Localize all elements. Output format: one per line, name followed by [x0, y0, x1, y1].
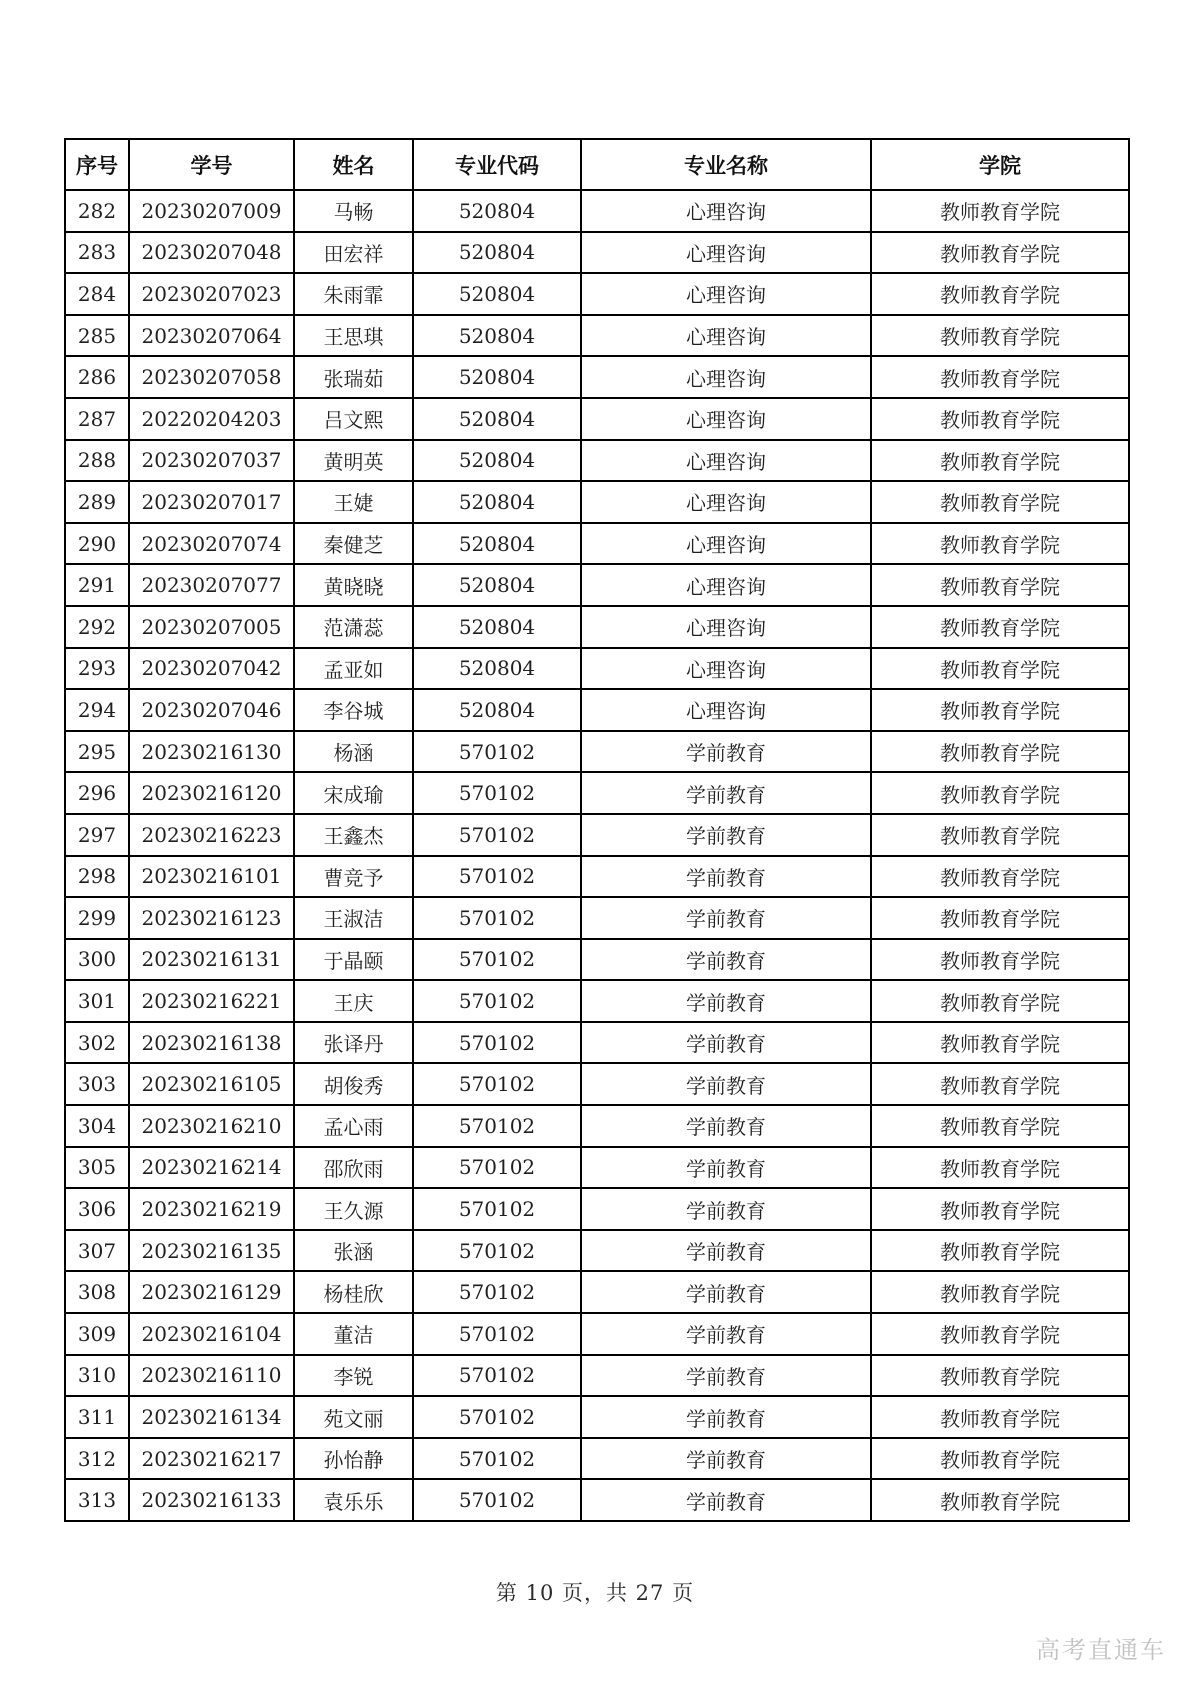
- cell-college: 教师教育学院: [871, 814, 1129, 856]
- table-row: [65, 1105, 1129, 1147]
- table-row: [65, 1188, 1129, 1230]
- cell-name: 孟心雨: [294, 1105, 413, 1147]
- cell-student-id: 20230216138: [129, 1022, 294, 1064]
- cell-major-code: 520804: [413, 315, 581, 357]
- cell-index: 301: [65, 980, 129, 1022]
- cell-major-code: 570102: [413, 1271, 581, 1313]
- cell-college: 教师教育学院: [871, 648, 1129, 690]
- table-row: [65, 1022, 1129, 1064]
- cell-name: 王思琪: [294, 315, 413, 357]
- cell-major-code: 570102: [413, 1147, 581, 1189]
- cell-major-name: 学前教育: [581, 1313, 871, 1355]
- cell-student-id: 20230216134: [129, 1396, 294, 1438]
- cell-student-id: 20230216101: [129, 856, 294, 898]
- cell-college: 教师教育学院: [871, 356, 1129, 398]
- cell-index: 283: [65, 232, 129, 274]
- cell-major-code: 570102: [413, 1396, 581, 1438]
- cell-major-name: 学前教育: [581, 1188, 871, 1230]
- table-row: [65, 1438, 1129, 1480]
- cell-major-code: 570102: [413, 856, 581, 898]
- cell-index: 285: [65, 315, 129, 357]
- cell-index: 307: [65, 1230, 129, 1272]
- cell-name: 朱雨霏: [294, 273, 413, 315]
- cell-index: 310: [65, 1355, 129, 1397]
- cell-major-name: 学前教育: [581, 939, 871, 981]
- cell-index: 295: [65, 731, 129, 773]
- table-row: [65, 1063, 1129, 1105]
- column-header-student-id: 学号: [129, 139, 294, 190]
- cell-major-code: 570102: [413, 1355, 581, 1397]
- cell-index: 291: [65, 564, 129, 606]
- cell-index: 313: [65, 1479, 129, 1521]
- table-row: [65, 315, 1129, 357]
- cell-student-id: 20230207017: [129, 481, 294, 523]
- cell-major-code: 570102: [413, 1105, 581, 1147]
- cell-student-id: 20230216120: [129, 772, 294, 814]
- cell-index: 298: [65, 856, 129, 898]
- cell-index: 289: [65, 481, 129, 523]
- cell-major-code: 520804: [413, 440, 581, 482]
- cell-major-name: 学前教育: [581, 814, 871, 856]
- cell-college: 教师教育学院: [871, 1022, 1129, 1064]
- cell-student-id: 20230207064: [129, 315, 294, 357]
- cell-index: 287: [65, 398, 129, 440]
- cell-student-id: 20230207046: [129, 689, 294, 731]
- cell-name: 袁乐乐: [294, 1479, 413, 1521]
- cell-major-name: 学前教育: [581, 1022, 871, 1064]
- column-header-major-name: 专业名称: [581, 139, 871, 190]
- table-row: [65, 772, 1129, 814]
- cell-major-code: 570102: [413, 772, 581, 814]
- cell-name: 黄明英: [294, 440, 413, 482]
- cell-major-code: 520804: [413, 232, 581, 274]
- cell-name: 杨涵: [294, 731, 413, 773]
- cell-major-name: 心理咨询: [581, 648, 871, 690]
- cell-major-code: 570102: [413, 939, 581, 981]
- cell-college: 教师教育学院: [871, 273, 1129, 315]
- table-row: [65, 356, 1129, 398]
- cell-major-code: 520804: [413, 356, 581, 398]
- cell-index: 296: [65, 772, 129, 814]
- cell-college: 教师教育学院: [871, 398, 1129, 440]
- cell-index: 309: [65, 1313, 129, 1355]
- header-row: [65, 139, 1129, 190]
- cell-index: 286: [65, 356, 129, 398]
- cell-major-name: 学前教育: [581, 897, 871, 939]
- cell-name: 苑文丽: [294, 1396, 413, 1438]
- cell-name: 王庆: [294, 980, 413, 1022]
- cell-index: 302: [65, 1022, 129, 1064]
- cell-college: 教师教育学院: [871, 523, 1129, 565]
- table-row: [65, 731, 1129, 773]
- cell-name: 王淑洁: [294, 897, 413, 939]
- cell-student-id: 20230207042: [129, 648, 294, 690]
- table-row: [65, 980, 1129, 1022]
- cell-major-name: 学前教育: [581, 1396, 871, 1438]
- cell-college: 教师教育学院: [871, 980, 1129, 1022]
- table-row: [65, 190, 1129, 232]
- cell-major-code: 570102: [413, 1230, 581, 1272]
- cell-college: 教师教育学院: [871, 606, 1129, 648]
- cell-college: 教师教育学院: [871, 689, 1129, 731]
- cell-student-id: 20230216133: [129, 1479, 294, 1521]
- cell-major-name: 心理咨询: [581, 689, 871, 731]
- cell-major-code: 570102: [413, 814, 581, 856]
- cell-student-id: 20230216105: [129, 1063, 294, 1105]
- cell-student-id: 20230207074: [129, 523, 294, 565]
- cell-major-name: 学前教育: [581, 772, 871, 814]
- cell-college: 教师教育学院: [871, 1188, 1129, 1230]
- cell-college: 教师教育学院: [871, 481, 1129, 523]
- cell-name: 黄晓晓: [294, 564, 413, 606]
- cell-index: 290: [65, 523, 129, 565]
- cell-name: 张瑞茹: [294, 356, 413, 398]
- cell-student-id: 20230207005: [129, 606, 294, 648]
- cell-name: 王婕: [294, 481, 413, 523]
- cell-index: 303: [65, 1063, 129, 1105]
- cell-name: 王鑫杰: [294, 814, 413, 856]
- cell-student-id: 20230216129: [129, 1271, 294, 1313]
- cell-major-name: 心理咨询: [581, 273, 871, 315]
- column-header-major-code: 专业代码: [413, 139, 581, 190]
- cell-major-name: 学前教育: [581, 1438, 871, 1480]
- table-row: [65, 689, 1129, 731]
- cell-major-code: 520804: [413, 564, 581, 606]
- cell-name: 秦健芝: [294, 523, 413, 565]
- cell-major-name: 学前教育: [581, 1105, 871, 1147]
- cell-major-code: 570102: [413, 1313, 581, 1355]
- cell-index: 282: [65, 190, 129, 232]
- watermark-text: 高考直通车: [1036, 1636, 1166, 1664]
- cell-name: 李锐: [294, 1355, 413, 1397]
- cell-name: 田宏祥: [294, 232, 413, 274]
- cell-major-name: 学前教育: [581, 980, 871, 1022]
- cell-student-id: 20230216104: [129, 1313, 294, 1355]
- cell-name: 董洁: [294, 1313, 413, 1355]
- cell-name: 宋成瑜: [294, 772, 413, 814]
- cell-index: 308: [65, 1271, 129, 1313]
- cell-major-name: 学前教育: [581, 1230, 871, 1272]
- cell-student-id: 20230207037: [129, 440, 294, 482]
- table-row: [65, 523, 1129, 565]
- cell-student-id: 20230216219: [129, 1188, 294, 1230]
- cell-college: 教师教育学院: [871, 1438, 1129, 1480]
- page-indicator: 第 10 页，共 27 页: [495, 1581, 695, 1605]
- table-body: [65, 190, 1129, 1521]
- cell-index: 288: [65, 440, 129, 482]
- cell-index: 306: [65, 1188, 129, 1230]
- cell-name: 杨桂欣: [294, 1271, 413, 1313]
- cell-college: 教师教育学院: [871, 1313, 1129, 1355]
- cell-major-code: 570102: [413, 897, 581, 939]
- table-row: [65, 564, 1129, 606]
- column-header-college: 学院: [871, 139, 1129, 190]
- cell-name: 张译丹: [294, 1022, 413, 1064]
- cell-major-code: 520804: [413, 689, 581, 731]
- cell-student-id: 20230216131: [129, 939, 294, 981]
- table-row: [65, 814, 1129, 856]
- cell-student-id: 20230207009: [129, 190, 294, 232]
- cell-student-id: 20230216217: [129, 1438, 294, 1480]
- table-header: [65, 139, 1129, 190]
- column-header-name: 姓名: [294, 139, 413, 190]
- cell-major-name: 学前教育: [581, 1063, 871, 1105]
- cell-major-name: 心理咨询: [581, 398, 871, 440]
- cell-college: 教师教育学院: [871, 315, 1129, 357]
- column-header-index: 序号: [65, 139, 129, 190]
- cell-name: 于晶颐: [294, 939, 413, 981]
- table-row: [65, 939, 1129, 981]
- cell-major-code: 520804: [413, 523, 581, 565]
- cell-student-id: 20230216221: [129, 980, 294, 1022]
- cell-student-id: 20230207048: [129, 232, 294, 274]
- table-row: [65, 398, 1129, 440]
- cell-student-id: 20230216130: [129, 731, 294, 773]
- cell-major-code: 570102: [413, 1438, 581, 1480]
- cell-college: 教师教育学院: [871, 232, 1129, 274]
- cell-index: 284: [65, 273, 129, 315]
- cell-name: 吕文熙: [294, 398, 413, 440]
- cell-major-name: 心理咨询: [581, 606, 871, 648]
- cell-name: 范潇蕊: [294, 606, 413, 648]
- table-row: [65, 481, 1129, 523]
- table-row: [65, 273, 1129, 315]
- cell-name: 邵欣雨: [294, 1147, 413, 1189]
- cell-major-name: 心理咨询: [581, 481, 871, 523]
- cell-student-id: 20220204203: [129, 398, 294, 440]
- cell-major-name: 心理咨询: [581, 440, 871, 482]
- table-row: [65, 648, 1129, 690]
- cell-college: 教师教育学院: [871, 1230, 1129, 1272]
- cell-college: 教师教育学院: [871, 1105, 1129, 1147]
- student-roster-table: [64, 138, 1130, 1522]
- cell-major-name: 学前教育: [581, 1147, 871, 1189]
- cell-college: 教师教育学院: [871, 939, 1129, 981]
- table-row: [65, 1230, 1129, 1272]
- cell-major-code: 570102: [413, 1022, 581, 1064]
- table-row: [65, 1271, 1129, 1313]
- table-row: [65, 1355, 1129, 1397]
- cell-name: 王久源: [294, 1188, 413, 1230]
- cell-major-name: 学前教育: [581, 1271, 871, 1313]
- cell-major-code: 570102: [413, 1063, 581, 1105]
- cell-student-id: 20230207058: [129, 356, 294, 398]
- cell-college: 教师教育学院: [871, 1479, 1129, 1521]
- cell-name: 孙怡静: [294, 1438, 413, 1480]
- cell-major-code: 570102: [413, 1479, 581, 1521]
- cell-major-name: 学前教育: [581, 1479, 871, 1521]
- cell-major-code: 520804: [413, 606, 581, 648]
- cell-index: 297: [65, 814, 129, 856]
- cell-college: 教师教育学院: [871, 897, 1129, 939]
- cell-major-name: 心理咨询: [581, 232, 871, 274]
- cell-major-code: 520804: [413, 398, 581, 440]
- cell-major-name: 心理咨询: [581, 564, 871, 606]
- cell-index: 312: [65, 1438, 129, 1480]
- cell-college: 教师教育学院: [871, 1396, 1129, 1438]
- cell-college: 教师教育学院: [871, 1271, 1129, 1313]
- cell-college: 教师教育学院: [871, 731, 1129, 773]
- cell-college: 教师教育学院: [871, 190, 1129, 232]
- cell-student-id: 20230216110: [129, 1355, 294, 1397]
- cell-name: 李谷城: [294, 689, 413, 731]
- cell-major-code: 570102: [413, 1188, 581, 1230]
- cell-major-name: 心理咨询: [581, 523, 871, 565]
- cell-major-name: 心理咨询: [581, 190, 871, 232]
- cell-name: 曹竞予: [294, 856, 413, 898]
- cell-index: 294: [65, 689, 129, 731]
- cell-major-name: 心理咨询: [581, 315, 871, 357]
- cell-major-code: 520804: [413, 190, 581, 232]
- cell-name: 马畅: [294, 190, 413, 232]
- table-row: [65, 1396, 1129, 1438]
- cell-college: 教师教育学院: [871, 1355, 1129, 1397]
- cell-college: 教师教育学院: [871, 564, 1129, 606]
- cell-major-code: 520804: [413, 273, 581, 315]
- cell-college: 教师教育学院: [871, 1147, 1129, 1189]
- cell-index: 292: [65, 606, 129, 648]
- cell-index: 304: [65, 1105, 129, 1147]
- table-row: [65, 606, 1129, 648]
- table-row: [65, 1479, 1129, 1521]
- cell-major-code: 520804: [413, 648, 581, 690]
- table-row: [65, 897, 1129, 939]
- table-row: [65, 1147, 1129, 1189]
- cell-index: 300: [65, 939, 129, 981]
- cell-student-id: 20230216214: [129, 1147, 294, 1189]
- cell-index: 305: [65, 1147, 129, 1189]
- cell-index: 293: [65, 648, 129, 690]
- cell-student-id: 20230207023: [129, 273, 294, 315]
- cell-index: 299: [65, 897, 129, 939]
- table-row: [65, 856, 1129, 898]
- cell-student-id: 20230216135: [129, 1230, 294, 1272]
- table-row: [65, 232, 1129, 274]
- table-row: [65, 440, 1129, 482]
- cell-major-name: 学前教育: [581, 731, 871, 773]
- cell-college: 教师教育学院: [871, 772, 1129, 814]
- cell-major-code: 570102: [413, 731, 581, 773]
- cell-student-id: 20230207077: [129, 564, 294, 606]
- cell-college: 教师教育学院: [871, 1063, 1129, 1105]
- cell-index: 311: [65, 1396, 129, 1438]
- cell-name: 胡俊秀: [294, 1063, 413, 1105]
- cell-name: 张涵: [294, 1230, 413, 1272]
- cell-student-id: 20230216123: [129, 897, 294, 939]
- cell-major-name: 心理咨询: [581, 356, 871, 398]
- cell-major-name: 学前教育: [581, 1355, 871, 1397]
- cell-major-name: 学前教育: [581, 856, 871, 898]
- cell-name: 孟亚如: [294, 648, 413, 690]
- cell-student-id: 20230216223: [129, 814, 294, 856]
- cell-college: 教师教育学院: [871, 440, 1129, 482]
- cell-college: 教师教育学院: [871, 856, 1129, 898]
- cell-student-id: 20230216210: [129, 1105, 294, 1147]
- cell-major-code: 520804: [413, 481, 581, 523]
- table-row: [65, 1313, 1129, 1355]
- cell-major-code: 570102: [413, 980, 581, 1022]
